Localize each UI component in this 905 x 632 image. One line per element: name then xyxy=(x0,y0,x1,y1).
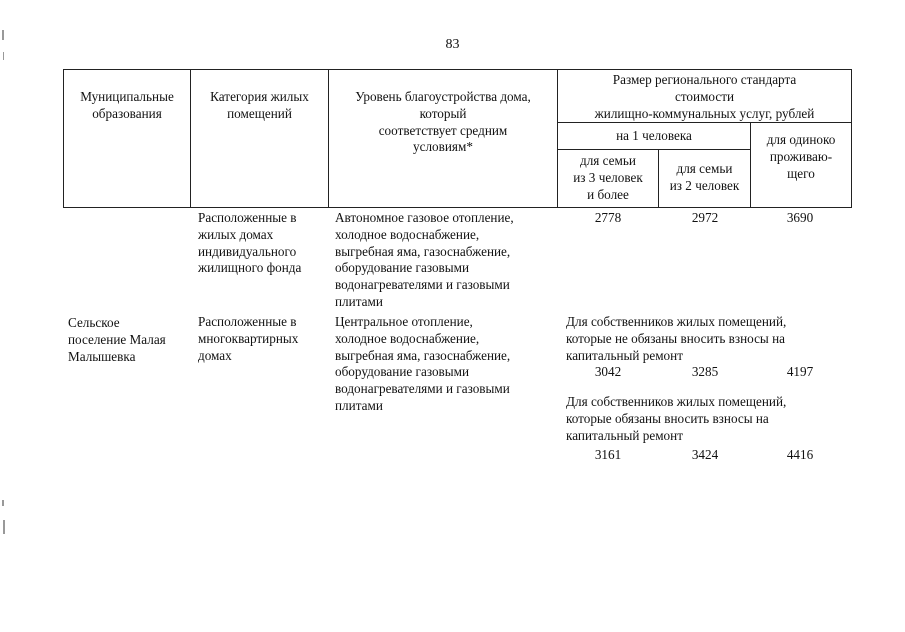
scan-artifact xyxy=(2,30,4,40)
row2-group2-value-single: 4416 xyxy=(786,447,814,462)
header-per-person: на 1 человека xyxy=(558,123,751,150)
header-municipality: Муниципальные образования xyxy=(64,70,191,208)
row2-level: Центральное отопление, холодное водоснабжение, выгребная яма, газоснабжение, оборудование газовыми водонагревателями и газовыми плитами xyxy=(335,314,511,413)
header-family2: для семьи из 2 человек xyxy=(659,150,751,208)
header-category: Категория жилых помещений xyxy=(191,70,329,208)
scan-artifact xyxy=(3,52,4,60)
row2-category: Расположенные в многоквартирных домах xyxy=(198,314,299,363)
row2-group2-value-family2: 3424 xyxy=(691,447,719,462)
scan-artifact xyxy=(2,500,4,506)
page-number: 83 xyxy=(445,37,460,52)
row2-group2-value-family3: 3161 xyxy=(594,447,622,462)
row1-value-family2: 2972 xyxy=(691,210,719,225)
row1-category: Расположенные в жилых домах индивидуального жилищного фонда xyxy=(198,210,302,276)
row2-group1-note: Для собственников жилых помещений, которые не обязаны вносить взносы на капитальный ремонт xyxy=(566,314,787,363)
scan-artifact xyxy=(3,520,5,534)
header-standard: Размер регионального стандарта стоимости жилищно-коммунальных услуг, рублей xyxy=(558,70,852,123)
header-family3: для семьи из 3 человек и более xyxy=(558,150,659,208)
header-single: для одиноко проживаю- щего xyxy=(751,123,852,208)
row2-group1-value-family2: 3285 xyxy=(691,364,719,379)
row1-value-family3: 2778 xyxy=(594,210,622,225)
row1-value-single: 3690 xyxy=(786,210,814,225)
row2-group1-value-family3: 3042 xyxy=(594,364,622,379)
municipality-name: Сельское поселение Малая Малышевка xyxy=(68,315,166,364)
header-level: Уровень благоустройства дома, который соответствует средним условиям* xyxy=(329,70,558,208)
row2-group2-note: Для собственников жилых помещений, которые обязаны вносить взносы на капитальный ремонт xyxy=(566,394,787,443)
row2-group1-value-single: 4197 xyxy=(786,364,814,379)
header-table xyxy=(63,69,852,208)
row1-level: Автономное газовое отопление, холодное водоснабжение, выгребная яма, газоснабжение, оборудование газовыми водонагревателями и газовыми плитами xyxy=(335,210,514,309)
